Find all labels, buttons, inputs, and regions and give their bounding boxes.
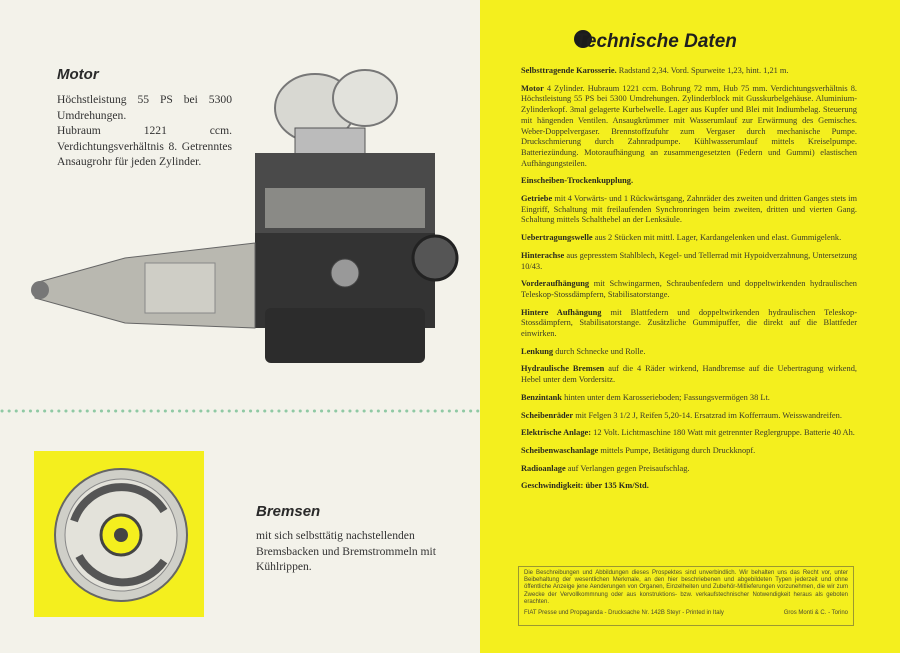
bremsen-description xyxy=(256,528,466,575)
spec-term: Geschwindigkeit: über 135 Km/Std. xyxy=(521,481,649,491)
spec-term: Hinterachse xyxy=(521,250,565,260)
spec-text: mit Schwingarmen, Schraubenfedern und doppeltwirkenden hydraulischen Teleskop-Stossdämpfern, Stabilisatorstange. xyxy=(521,279,857,299)
imprint-left: FIAT Presse und Propaganda - Drucksache Nr. 142B Steyr - Printed in Italy xyxy=(524,610,724,617)
spec-term: Benzintank xyxy=(521,392,562,402)
spec-text: aus gepresstem Stahlblech, Kegel- und Tellerrad mit Hypoidverzahnung, Untersetzung 10/43. xyxy=(521,250,857,271)
spec-term: Hintere Aufhängung xyxy=(521,307,602,317)
technische-daten-heading: Technische Daten xyxy=(575,31,737,52)
spec-text: Radstand 2,34. Vord. Spurweite 1,23, hint. 1,21 m. xyxy=(616,66,789,75)
spec-item xyxy=(521,251,857,272)
spec-item xyxy=(521,84,857,170)
spec-term: Selbsttragende Karosserie. xyxy=(521,66,617,75)
spec-text: durch Schnecke und Rolle. xyxy=(553,346,646,356)
spec-item xyxy=(521,393,857,404)
spec-item xyxy=(521,279,857,300)
spec-term: Motor xyxy=(521,83,544,93)
spec-term: Scheibenwaschanlage xyxy=(521,445,599,455)
spec-item xyxy=(521,428,857,439)
spec-item xyxy=(521,194,857,226)
spec-item xyxy=(521,464,857,475)
spec-item xyxy=(521,347,857,358)
spec-item xyxy=(521,66,857,77)
bremsen-heading: Bremsen xyxy=(256,503,321,520)
spec-term: Scheibenräder xyxy=(521,410,574,420)
spec-text: mittels Pumpe, Betätigung durch Druckknopf. xyxy=(598,445,756,455)
disclaimer-text: Die Beschreibungen und Abbildungen dieses Prospektes sind unverbindlich. Wir behalten uns das Recht vor, unter Beibehaltung der wesentlichen Merkmale, an den hier beschriebenen und abgebildeten Typen jederzeit und ohne öffentliche Anzeige jene Aenderungen von Organen, Einzelheiten und Zubehör-Mitlieferungen vorzunehmen, die wir zum Zwecke der Vervollkommnung oder aus konstruktions- bzw. verkaufstechnischer Notwendigkeit heraus als geboten erachten. xyxy=(524,570,848,605)
disclaimer-box xyxy=(518,566,854,626)
dotted-divider xyxy=(0,408,480,414)
spec-item xyxy=(521,481,857,492)
imprint-line xyxy=(524,610,848,617)
spec-item xyxy=(521,411,857,422)
spec-list xyxy=(521,66,857,499)
spec-text: mit Felgen 3 1/2 J, Reifen 5,20-14. Ersatzrad im Kofferraum. Weisswandreifen. xyxy=(573,410,842,420)
spec-text: auf die 4 Räder wirkend, Handbremse auf die Uebertragung wirkend, Hebel unter dem Vordersitz. xyxy=(521,364,857,385)
spec-item xyxy=(521,308,857,340)
spec-term: Elektrische Anlage: xyxy=(521,428,592,438)
spec-text: mit Blattfedern und doppeltwirkenden hydraulischen Teleskop-Stossdämpfern, Stabilisatorstange. Zusätzliche Gummipuffer, die direkt auf die Blattfeder einwirken. xyxy=(521,307,857,339)
bremsen-text: mit sich selbsttätig nachstellenden Bremsbacken und Bremstrommeln mit Kühlrippen. xyxy=(256,529,436,574)
spec-text: hinten unter dem Karosserieboden; Fassungsvermögen 38 Lt. xyxy=(561,392,770,402)
spec-item xyxy=(521,446,857,457)
spec-term: Lenkung xyxy=(521,346,554,356)
spec-text: auf Verlangen gegen Preisaufschlag. xyxy=(565,463,690,473)
spec-term: Hydraulische Bremsen xyxy=(521,364,605,374)
spec-term: Vorderaufhängung xyxy=(521,279,590,289)
motor-text-displacement: Hubraum 1221 ccm. Verdichtungsverhältnis 8. Getrenntes Ansaugrohr für jeden Zylinder. xyxy=(57,124,232,169)
spec-text: aus 2 Stücken mit mittl. Lager, Kardangelenken und elast. Gummigelenk. xyxy=(592,233,842,243)
spec-term: Getriebe xyxy=(521,194,553,204)
spec-text: 12 Volt. Lichtmaschine 180 Watt mit getrennter Reglergruppe. Batterie 40 Ah. xyxy=(591,428,855,438)
imprint-right: Gros Monti & C. - Torino xyxy=(783,610,848,617)
motor-text-power: Höchstleistung 55 PS bei 5300 Umdrehungen. xyxy=(57,93,232,122)
spec-item xyxy=(521,176,857,187)
spec-item xyxy=(521,233,857,244)
spec-text: 4 Zylinder. Hubraum 1221 ccm. Bohrung 72 mm, Hub 75 mm. Verdichtungsverhältnis 8. Höchstleistung 55 PS bei 5300 Umdrehungen. Zylinderblock mit Gusskurbelgehäuse. Aluminium-Zylinderkopf. 3mal gelagerte Kurbelwelle. Lager aus Kupfer und Blei mit Indiumbelag. Steuerung mit hängenden Ventilen. Ansaugkrümmer mit Wasserumlauf zur Erwärmung des Gemisches. Weber-Doppelvergaser. Brennstoffzufuhr zum Vergaser durch mechanische Pumpe. Druckschmierung durch Zahnradpumpe. Kühlwasserumlauf mittels Kreiselpumpe. Batteriezündung. Motoraufhängung an zusammengesetzten (Federn und Gummi) elastischen Aufhängungsteilen. xyxy=(521,83,857,168)
spec-term: Uebertragungswelle xyxy=(521,233,593,243)
spec-item xyxy=(521,364,857,385)
brake-image-box xyxy=(34,451,204,617)
spec-term: Radioanlage xyxy=(521,463,566,473)
engine-illustration xyxy=(15,58,460,378)
spec-text: mit 4 Vorwärts- und 1 Rückwärtsgang, Zahnräder des zweiten und dritten Ganges stets im Eingriff, Schaltung mit freilaufenden Synchronringen beim zweiten, dritten und vierten Gang. Schaltung mittels Schalthebel an der Lenksäule. xyxy=(521,194,857,225)
motor-heading: Motor xyxy=(57,66,99,83)
spec-term: Einscheiben-Trockenkupplung. xyxy=(521,176,634,186)
brake-drum-illustration xyxy=(34,451,204,617)
